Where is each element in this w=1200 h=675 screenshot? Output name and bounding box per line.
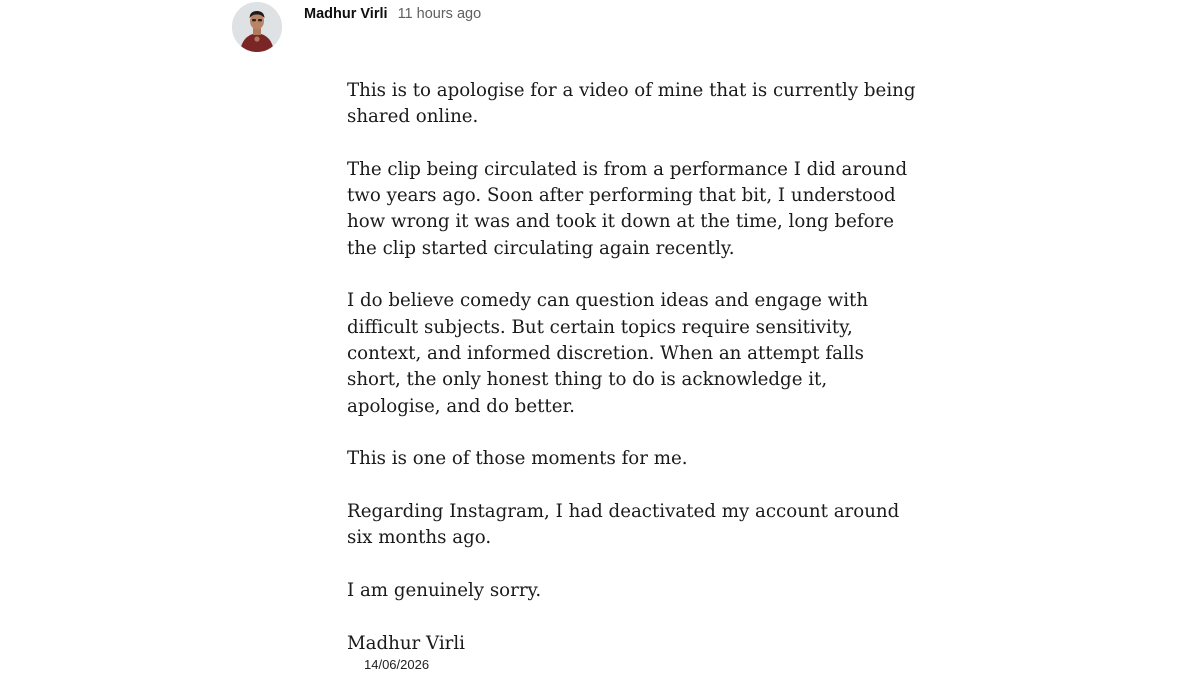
user-avatar-icon bbox=[232, 2, 282, 52]
signature-date: 14/06/2026 bbox=[364, 657, 430, 672]
note-paragraph: This is to apologise for a video of mine that is currently being shared online. bbox=[347, 80, 916, 128]
note-paragraph: I do believe comedy can question ideas and engage with difficult subjects. But certain topics require sensitivity, context, and informed discretion. When an attempt falls short, the only honest thing to do is acknowledge it, apologise, and do better. bbox=[347, 290, 869, 417]
note-paragraph: I am genuinely sorry. bbox=[347, 579, 542, 601]
avatar[interactable] bbox=[232, 2, 282, 52]
note-paragraph: Regarding Instagram, I had deactivated my account around six months ago. bbox=[347, 500, 900, 549]
author-name[interactable]: Madhur Virli bbox=[304, 6, 388, 22]
signature: Madhur Virli bbox=[347, 633, 465, 654]
apology-note bbox=[347, 78, 920, 630]
timestamp[interactable]: 11 hours ago bbox=[397, 6, 482, 22]
note-paragraph: This is one of those moments for me. bbox=[347, 448, 688, 470]
comment-header bbox=[304, 4, 481, 24]
note-paragraph: The clip being circulated is from a performance I did around two years ago. Soon after performing that bit, I understood how wrong it was and took it down at the time, long before the clip started circulating again recently. bbox=[347, 158, 908, 259]
